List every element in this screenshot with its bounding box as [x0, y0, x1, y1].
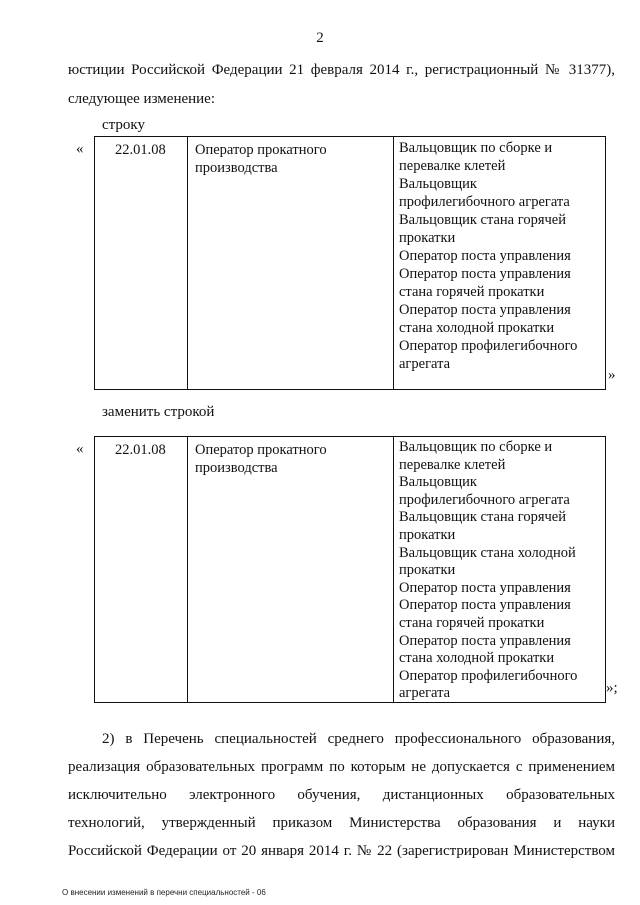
qualification-line: Оператор профилегибочного: [399, 667, 578, 684]
para2-line-3: исключительно электронного обучения, дистанционных образовательных: [68, 787, 615, 803]
qualification-line: перевалке клетей: [399, 158, 506, 174]
qualification-line: Вальцовщик стана холодной: [399, 544, 576, 561]
table-new-name: [195, 441, 327, 477]
label-new-row: заменить строкой: [102, 404, 215, 420]
table-old-name-line: Оператор прокатного: [195, 142, 327, 158]
para2-line-4: технологий, утвержденный приказом Министерства образования и науки: [68, 815, 615, 831]
para2-line-1: 2) в Перечень специальностей среднего профессионального образования,: [102, 731, 615, 747]
qualification-line: прокатки: [399, 562, 456, 579]
qualification-line: агрегата: [399, 685, 451, 702]
qualification-line: Оператор поста управления: [399, 632, 571, 649]
intro-line-1: юстиции Российской Федерации 21 февраля 2014 г., регистрационный № 31377),: [68, 62, 615, 78]
table-old-name: [195, 141, 327, 177]
qualification-line: Вальцовщик стана горячей: [399, 212, 566, 228]
footer-note: О внесении изменений в перечни специальностей - 06: [62, 888, 266, 897]
quote-open-old: «: [76, 141, 84, 157]
table-new-divider-2: [393, 437, 394, 702]
qualification-line: Вальцовщик: [399, 176, 477, 192]
qualification-line: Оператор профилегибочного: [399, 338, 578, 354]
quote-close-old: »: [608, 367, 616, 383]
qualification-line: Вальцовщик стана горячей: [399, 509, 566, 526]
para2-line-2: реализация образовательных программ по которым не допускается с применением: [68, 759, 615, 775]
qualification-line: стана горячей прокатки: [399, 284, 545, 300]
para2-line-5: Российской Федерации от 20 января 2014 г. № 22 (зарегистрирован Министерством: [68, 843, 615, 859]
table-new-divider-1: [187, 437, 188, 702]
intro-line-2: следующее изменение:: [68, 91, 216, 107]
table-old-qualifications: [399, 139, 577, 373]
qualification-line: стана холодной прокатки: [399, 320, 555, 336]
table-old-name-line: производства: [195, 160, 278, 176]
qualification-line: Оператор поста управления: [399, 579, 571, 596]
table-new-code: 22.01.08: [115, 442, 166, 458]
qualification-line: Вальцовщик по сборке и: [399, 140, 553, 156]
quote-open-new: «: [76, 441, 84, 457]
page-number: 2: [316, 30, 324, 46]
table-old-divider-2: [393, 137, 394, 389]
table-old: [94, 136, 606, 390]
qualification-line: агрегата: [399, 356, 451, 372]
qualification-line: стана горячей прокатки: [399, 614, 545, 631]
qualification-line: Оператор поста управления: [399, 597, 571, 614]
quote-close-new: »;: [606, 680, 618, 696]
qualification-line: Вальцовщик по сборке и: [399, 439, 553, 455]
qualification-line: Оператор поста управления: [399, 248, 571, 264]
qualification-line: стана холодной прокатки: [399, 650, 555, 667]
table-new-qualifications: [399, 439, 577, 703]
qualification-line: профилегибочного агрегата: [399, 491, 570, 508]
qualification-line: профилегибочного агрегата: [399, 194, 570, 210]
table-new: [94, 436, 606, 703]
table-old-divider-1: [187, 137, 188, 389]
table-new-name-line: Оператор прокатного: [195, 442, 327, 458]
qualification-line: Вальцовщик: [399, 474, 477, 491]
qualification-line: прокатки: [399, 230, 456, 246]
table-old-code: 22.01.08: [115, 142, 166, 158]
qualification-line: Оператор поста управления: [399, 266, 571, 282]
qualification-line: Оператор поста управления: [399, 302, 571, 318]
qualification-line: перевалке клетей: [399, 456, 506, 473]
qualification-line: прокатки: [399, 526, 456, 543]
table-new-name-line: производства: [195, 460, 278, 476]
label-old-row: строку: [102, 117, 145, 133]
